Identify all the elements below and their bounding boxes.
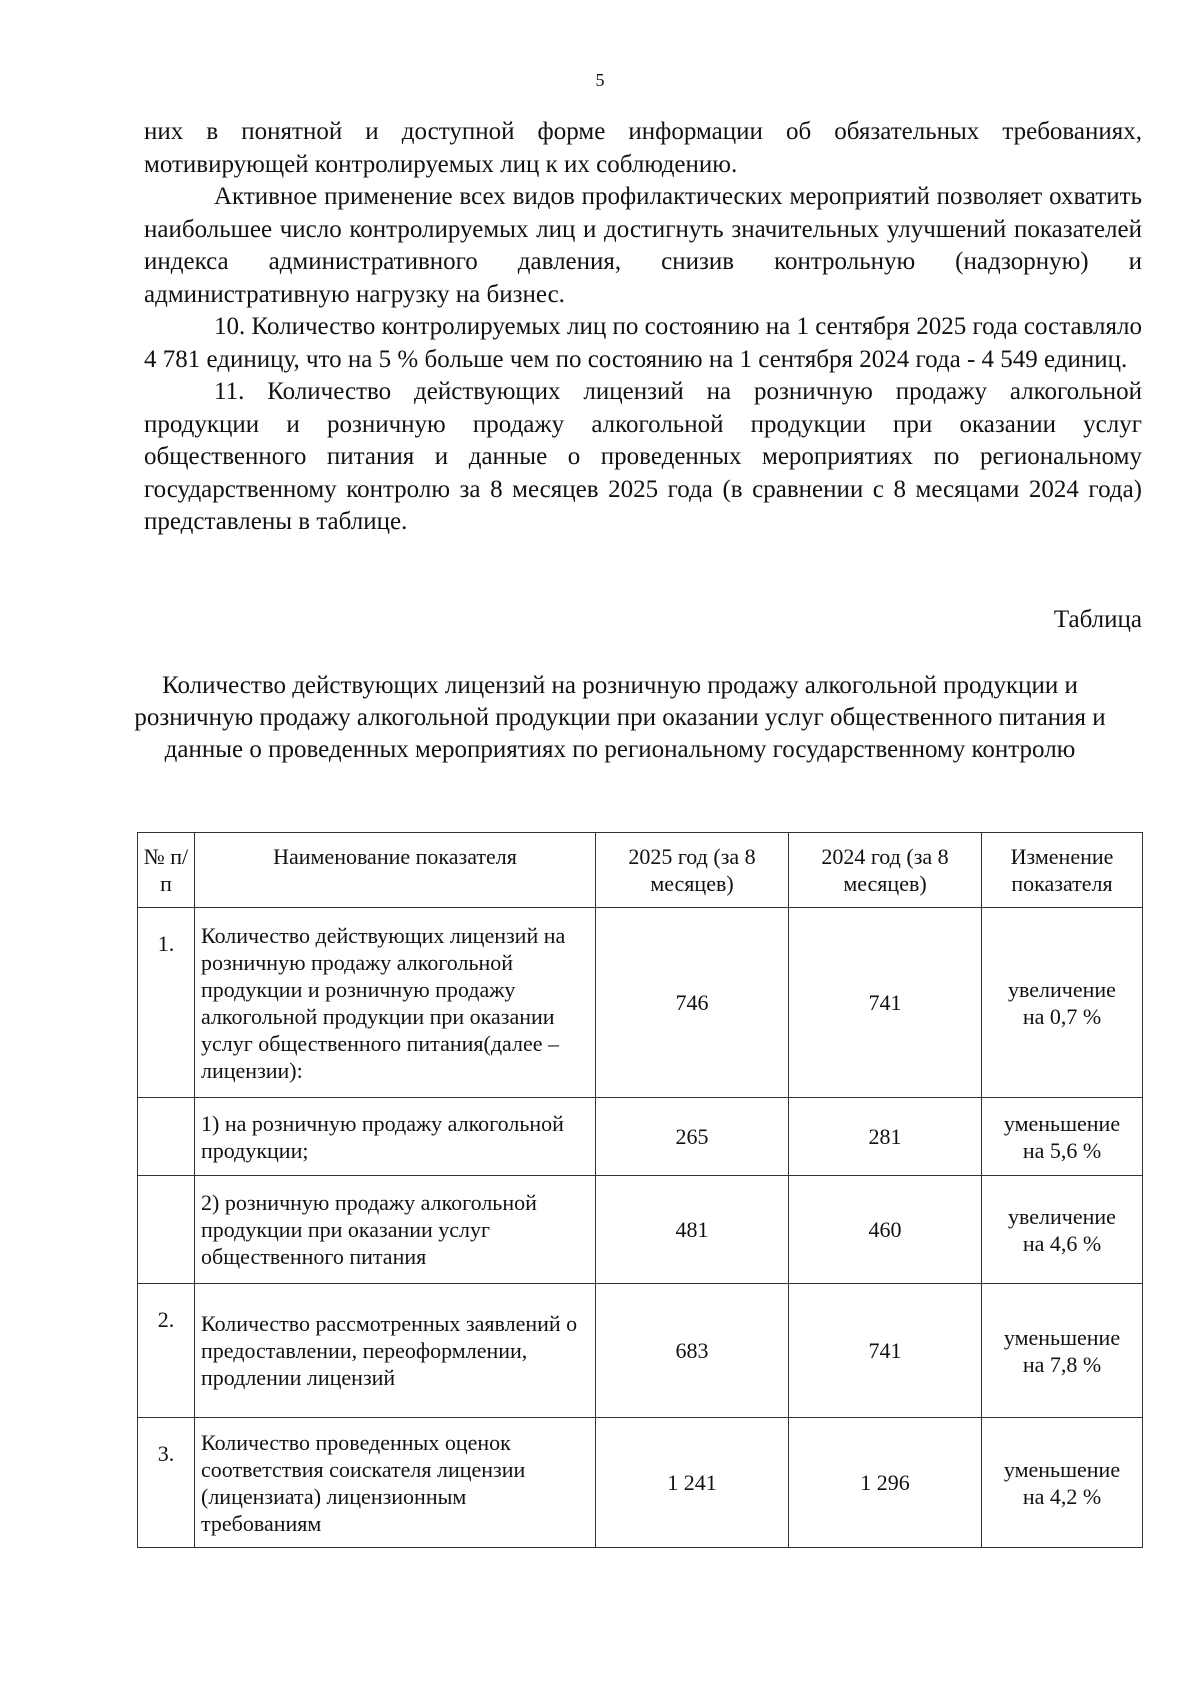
row-2024: 1 296: [789, 1418, 982, 1548]
row-2025: 1 241: [596, 1418, 789, 1548]
row-name: Количество проведенных оценок соответствия соискателя лицензии (лицензиата) лицензионным требованиям: [195, 1418, 596, 1548]
header-change: Изменение показателя: [982, 833, 1143, 908]
header-num: № п/п: [138, 833, 195, 908]
row-2025: 265: [596, 1098, 789, 1176]
change-direction: уменьшение: [1003, 1110, 1121, 1136]
paragraph: них в понятной и доступной форме информации об обязательных требованиях, мотивирующей контролируемых лиц к их соблюдению.: [144, 118, 1142, 178]
paragraph: Активное применение всех видов профилактических мероприятий позволяет охватить наибольшее число контролируемых лиц и достигнуть значительных улучшений показателей индекса административного давления, снизив контрольную (надзорную) и административную нагрузку на бизнес.: [144, 183, 1142, 308]
row-change: [982, 908, 1143, 1098]
row-name: Количество действующих лицензий на розничную продажу алкогольной продукции и розничную продажу алкогольной продукции при оказании услуг общественного питания(далее – лицензии):: [195, 908, 596, 1098]
table-title: Количество действующих лицензий на розничную продажу алкогольной продукции и розничную продажу алкогольной продукции при оказании услуг общественного питания и данные о проведенных мероприятиях по региональному государственному контролю: [134, 672, 1106, 763]
table-label: Таблица: [1053, 606, 1142, 633]
table-row: [138, 908, 1143, 1098]
row-num: 1.: [138, 908, 195, 1098]
data-table: [137, 832, 1143, 1548]
change-percent: на 0,7 %: [1022, 1003, 1102, 1029]
table-row: [138, 1284, 1143, 1418]
row-num: 2.: [138, 1284, 195, 1418]
table-header-row: [138, 833, 1143, 908]
row-2024: 460: [789, 1176, 982, 1284]
change-direction: увеличение: [1008, 976, 1116, 1002]
change-direction: уменьшение: [1003, 1456, 1121, 1482]
row-num: 3.: [138, 1418, 195, 1548]
table-row: [138, 1098, 1143, 1176]
change-percent: на 7,8 %: [1022, 1351, 1102, 1377]
row-num: [138, 1176, 195, 1284]
row-change: [982, 1418, 1143, 1548]
change-percent: на 4,2 %: [1022, 1483, 1102, 1509]
table-row: [138, 1418, 1143, 1548]
row-name: 1) на розничную продажу алкогольной продукции;: [195, 1098, 596, 1176]
row-2025: 746: [596, 908, 789, 1098]
header-2024: 2024 год (за 8 месяцев): [789, 833, 982, 908]
row-2025: 481: [596, 1176, 789, 1284]
body-text: [144, 116, 1142, 539]
row-2024: 741: [789, 1284, 982, 1418]
change-percent: на 5,6 %: [1022, 1137, 1102, 1163]
page-number: 5: [595, 70, 605, 90]
row-change: [982, 1176, 1143, 1284]
row-change: [982, 1098, 1143, 1176]
header-name: Наименование показателя: [195, 833, 596, 908]
row-name: 2) розничную продажу алкогольной продукции при оказании услуг общественного питания: [195, 1176, 596, 1284]
row-name: Количество рассмотренных заявлений о предоставлении, переоформлении, продлении лицензий: [195, 1284, 596, 1418]
row-2025: 683: [596, 1284, 789, 1418]
change-direction: увеличение: [1008, 1203, 1116, 1229]
change-direction: уменьшение: [1003, 1324, 1121, 1350]
change-percent: на 4,6 %: [1022, 1230, 1102, 1256]
row-2024: 741: [789, 908, 982, 1098]
table-row: [138, 1176, 1143, 1284]
row-change: [982, 1284, 1143, 1418]
row-num: [138, 1098, 195, 1176]
header-2025: 2025 год (за 8 месяцев): [596, 833, 789, 908]
row-2024: 281: [789, 1098, 982, 1176]
paragraph: 10. Количество контролируемых лиц по состоянию на 1 сентября 2025 года составляло 4 781 единицу, что на 5 % больше чем по состоянию на 1 сентября 2024 года - 4 549 единиц.: [144, 313, 1142, 373]
paragraph: 11. Количество действующих лицензий на розничную продажу алкогольной продукции и розничную продажу алкогольной продукции при оказании услуг общественного питания и данные о проведенных мероприятиях по региональному государственному контролю за 8 месяцев 2025 года (в сравнении с 8 месяцами 2024 года) представлены в таблице.: [144, 378, 1142, 535]
